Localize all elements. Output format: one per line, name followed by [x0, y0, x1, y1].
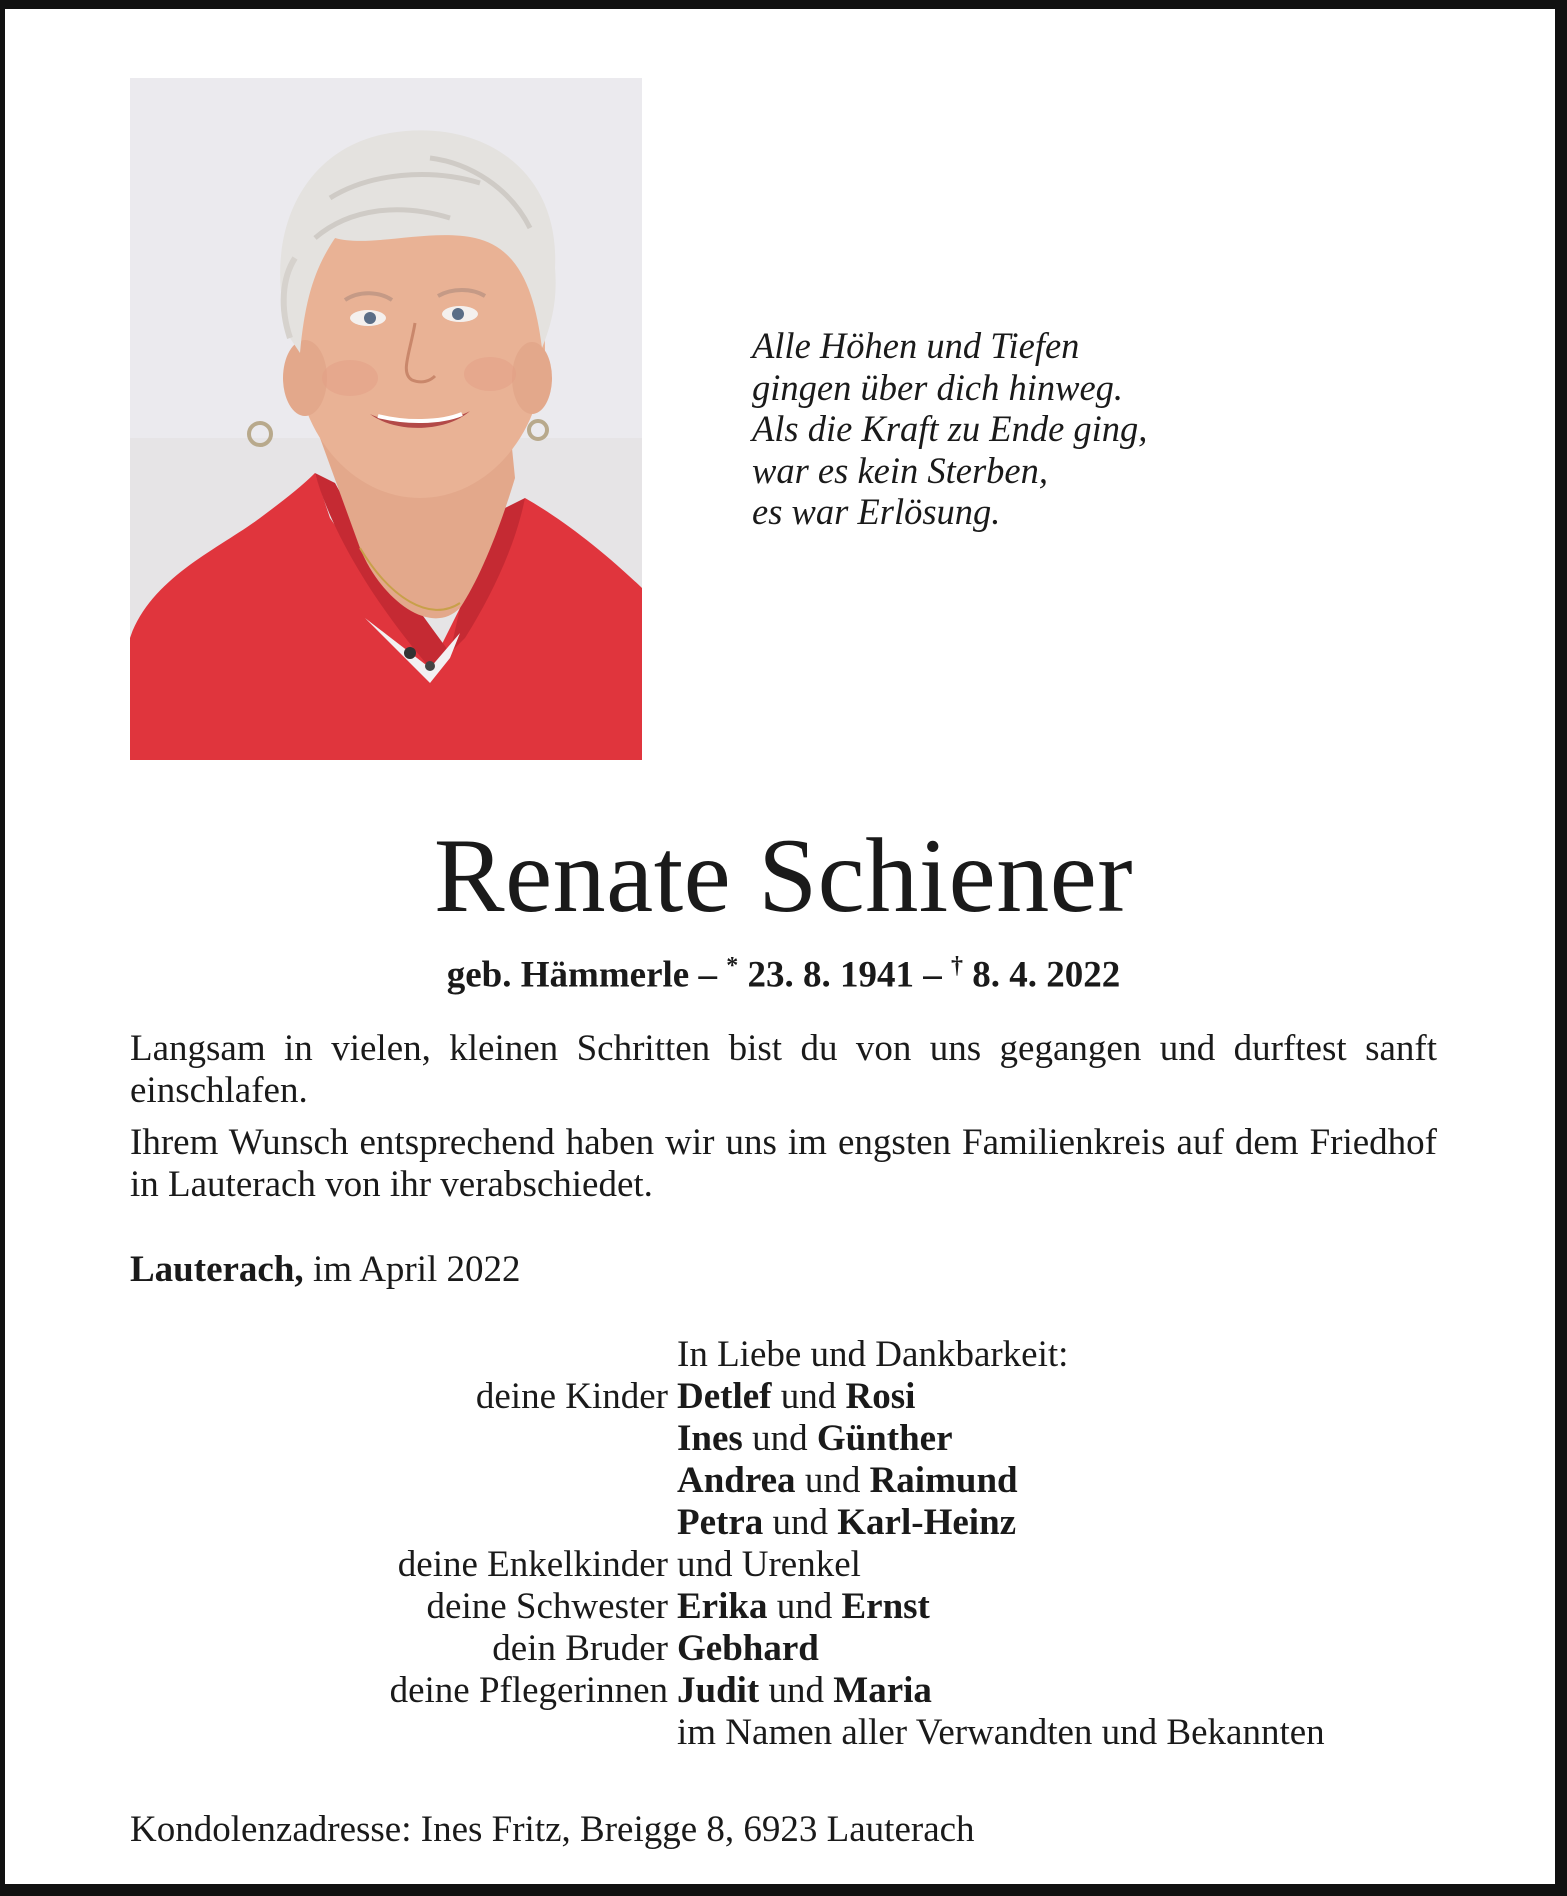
- mourner-name: Gebhard: [677, 1628, 819, 1669]
- portrait-photo: [130, 78, 642, 760]
- mourner-name: Ernst: [841, 1586, 930, 1627]
- mourner-name: Judit: [677, 1670, 760, 1711]
- relation: [130, 1460, 677, 1502]
- mourner-row: deine Schwester Erika und Ernst: [130, 1586, 1450, 1628]
- paragraph-farewell: Langsam in vielen, kleinen Schritten bist du von uns gegangen und durftest sanft einschlafen.: [130, 1028, 1437, 1111]
- mourner-name: Günther: [816, 1418, 953, 1459]
- died-symbol: †: [950, 953, 963, 979]
- grandchildren: und Urenkel: [677, 1544, 861, 1585]
- mourner-name: Raimund: [869, 1460, 1018, 1501]
- mourner-name: Erika: [677, 1586, 768, 1627]
- mourners-closing: im Namen aller Verwandten und Bekannten: [677, 1712, 1325, 1753]
- date: im April 2022: [303, 1249, 521, 1290]
- mourner-row: [130, 1628, 1450, 1670]
- mourners-list: [130, 1334, 1450, 1754]
- mourner-name: Andrea: [677, 1460, 796, 1501]
- mourner-name: Detlef: [677, 1376, 772, 1417]
- mourners-intro: In Liebe und Dankbarkeit:: [677, 1334, 1069, 1375]
- mourner-name: Ines: [677, 1418, 743, 1459]
- verse-line: Alle Höhen und Tiefen: [752, 325, 1080, 366]
- mourner-row: Andrea und Raimund: [130, 1460, 1450, 1502]
- mourners-closing-row: [130, 1712, 1450, 1754]
- birth-date: 23. 8. 1941: [747, 954, 914, 996]
- relation: [130, 1502, 677, 1544]
- verse: [752, 325, 1312, 533]
- portrait-image: [130, 78, 642, 760]
- mourner-name: Karl-Heinz: [837, 1502, 1017, 1543]
- mourners-intro-row: [130, 1334, 1450, 1376]
- mourner-name: Petra: [677, 1502, 764, 1543]
- birth-name: geb. Hämmerle: [446, 954, 690, 996]
- mourner-row: Petra und Karl-Heinz: [130, 1502, 1450, 1544]
- mourner-row: Ines und Günther: [130, 1418, 1450, 1460]
- mourner-row: [130, 1544, 1450, 1586]
- place: Lauterach,: [130, 1249, 304, 1290]
- condolence-address: Kondolenzadresse: Ines Fritz, Breigge 8, 6923 Lauterach: [130, 1809, 975, 1850]
- relation: dein Bruder: [492, 1628, 668, 1669]
- deceased-name: Renate Schiener: [433, 817, 1134, 934]
- life-dates: [130, 944, 1437, 997]
- verse-line: es war Erlösung.: [752, 491, 1001, 532]
- relation: deine Schwester: [426, 1586, 668, 1627]
- relation: deine Enkelkinder: [397, 1544, 668, 1585]
- death-date: 8. 4. 2022: [972, 954, 1121, 996]
- mourner-row: deine Kinder Detlef und Rosi: [130, 1376, 1450, 1418]
- relation: [130, 1418, 677, 1460]
- place-date: [130, 1248, 521, 1292]
- relation: deine Kinder: [475, 1376, 668, 1417]
- mourner-row: deine Pflegerinnen Judit und Maria: [130, 1670, 1450, 1712]
- paragraph-ceremony: Ihrem Wunsch entsprechend haben wir uns im engsten Familienkreis auf dem Friedhof in Lauterach von ihr verabschiedet.: [130, 1122, 1437, 1205]
- verse-line: gingen über dich hinweg.: [752, 366, 1124, 408]
- dash: –: [913, 954, 951, 996]
- verse-line: Als die Kraft zu Ende ging,: [752, 408, 1148, 449]
- mourner-name: Rosi: [845, 1376, 916, 1417]
- dash: –: [689, 954, 727, 996]
- verse-line: war es kein Sterben,: [752, 449, 1048, 491]
- relation: deine Pflegerinnen: [389, 1670, 668, 1711]
- mourner-name: Maria: [833, 1670, 932, 1711]
- born-symbol: *: [726, 953, 739, 979]
